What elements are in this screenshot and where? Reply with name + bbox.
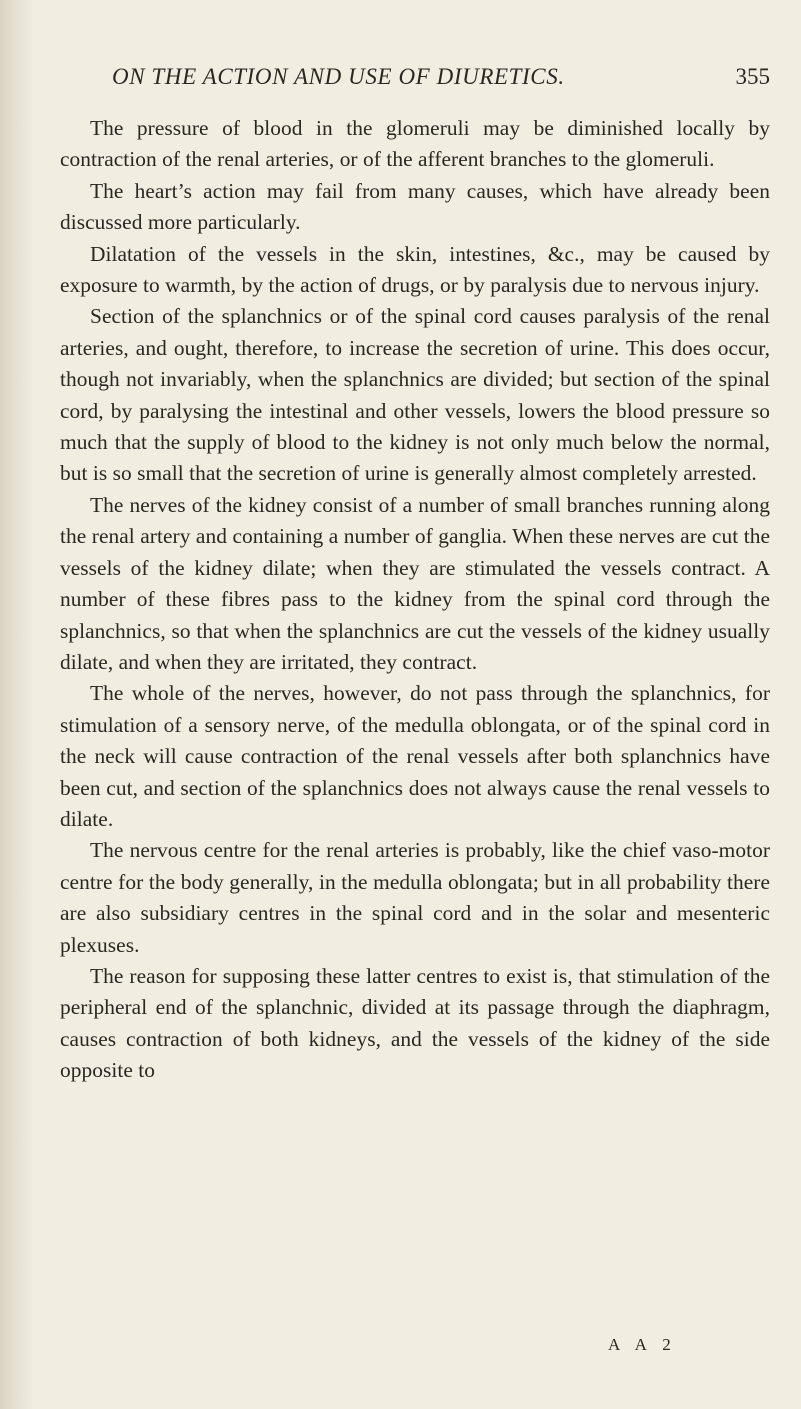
paragraph-splanchnic-section: Section of the splanchnics or of the spinal cord causes paralysis of the renal arteries, and ought, therefore, to increase the secretion of urine. This does occur, though not invariably, when the splanchnics are divided; but section of the spinal cord, by paralysing the intestinal and other vessels, lowers the blood pressure so much that the supply of blood to the kidney is not only much below the normal, but is so small that the secretion of urine is generally almost completely arrested. (60, 304, 770, 486)
paragraph-glomeruli-pressure: The pressure of blood in the glomeruli may be diminished locally by contraction of the renal arteries, or of the afferent branches to the glomeruli. (60, 116, 770, 172)
paragraph-nerve-pathways: The whole of the nerves, however, do not pass through the splanchnics, for stimulation of a sensory nerve, of the medulla oblongata, or of the spinal cord in the neck will cause contraction of the renal vessels after both splanchnics have been cut, and section of the splanchnics does not always cause the renal vessels to dilate. (60, 681, 770, 831)
page-number: 355 (735, 64, 770, 89)
printer-signature: A A 2 (608, 1335, 677, 1354)
running-title: ON THE ACTION AND USE OF DIURETICS. (112, 64, 565, 89)
page-binding-shadow (0, 0, 34, 1409)
paragraph-dilatation: Dilatation of the vessels in the skin, intestines, &c., may be caused by exposure to warmth, by the action of drugs, or by paralysis due to nervous injury. (60, 241, 770, 298)
paragraph-nervous-centre: The nervous centre for the renal arteries is probably, like the chief vaso-motor centre for the body generally, in the medulla oblongata; but in all probability there are also subsidiary centres in the spinal cord and in the solar and mesenteric plexuses. (60, 838, 770, 957)
paragraph-heart-action: The heart’s action may fail from many causes, which have already been discussed more particularly. (60, 178, 770, 235)
page-header (112, 60, 770, 100)
paragraph-subsidiary-centres: The reason for supposing these latter centres to exist is, that stimulation of the peripheral end of the splanchnic, divided at its passage through the diaphragm, causes contraction of both kidneys, and the vessels of the kidney of the side opposite to (60, 963, 770, 1083)
body-text (60, 113, 770, 1087)
paragraph-kidney-nerves: The nerves of the kidney consist of a number of small branches running along the renal artery and containing a number of ganglia. When these nerves are cut the vessels of the kidney dilate; when they are stimulated the vessels contract. A number of these fibres pass to the kidney from the spinal cord through the splanchnics, so that when the splanchnics are cut the vessels of the kidney usually dilate, and when they are irritated, they contract. (60, 492, 770, 674)
